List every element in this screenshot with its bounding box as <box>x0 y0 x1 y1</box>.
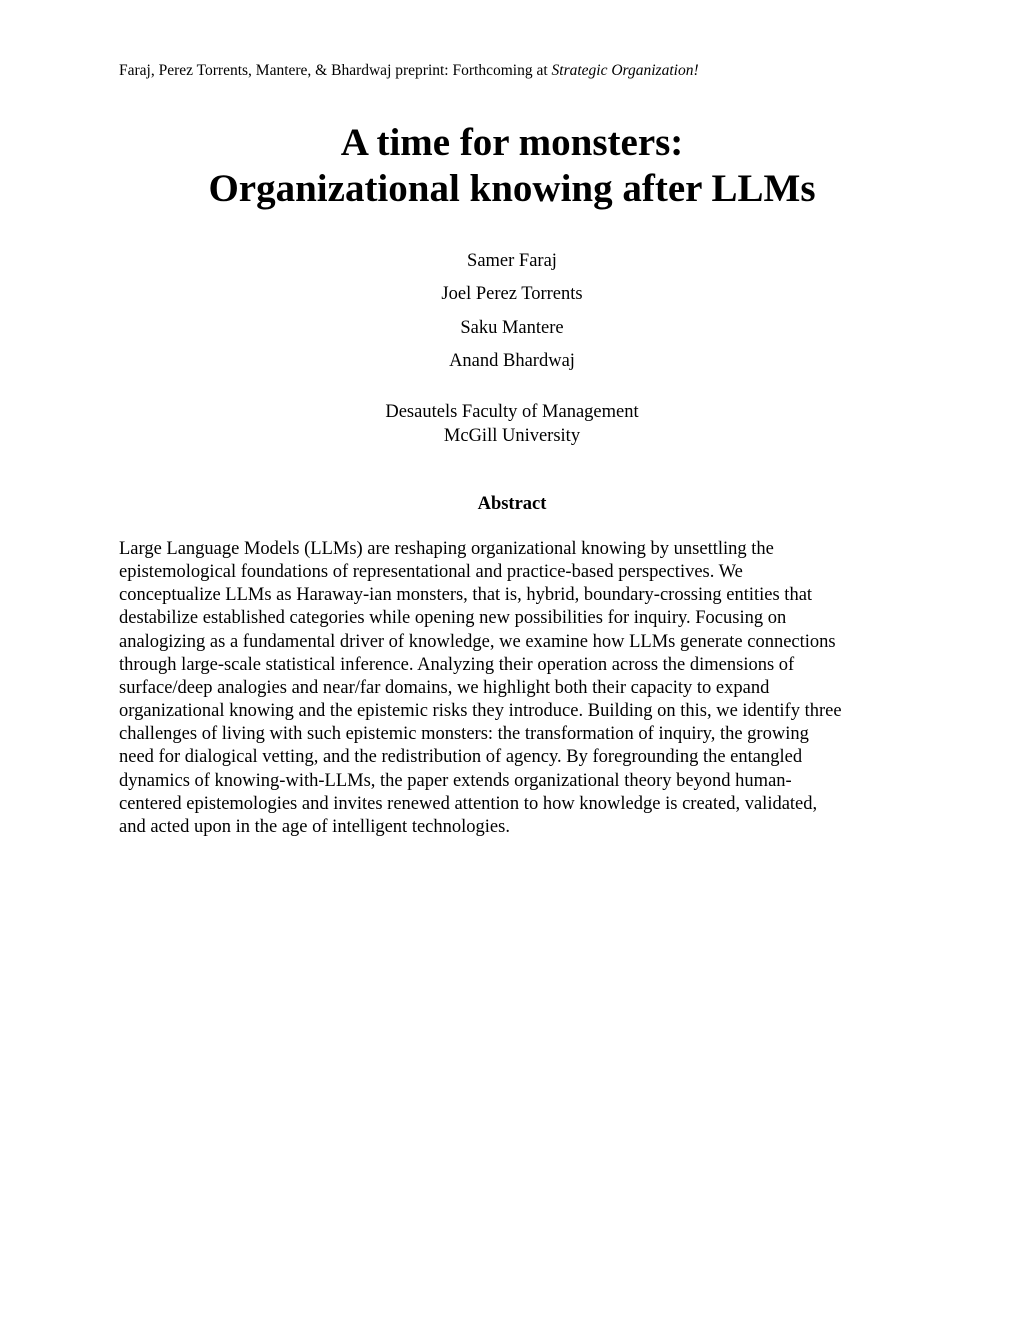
abstract-line: through large-scale statistical inference. Analyzing their operation across the dimensions of <box>119 654 795 675</box>
abstract-line: analogizing as a fundamental driver of knowledge, we examine how LLMs generate connections <box>119 631 836 652</box>
author-name: Anand Bhardwaj <box>449 350 575 371</box>
author-name: Joel Perez Torrents <box>441 284 583 305</box>
abstract-line: conceptualize LLMs as Haraway-ian monsters, that is, hybrid, boundary-crossing entities that <box>119 585 813 606</box>
title-line-1: A time for monsters: <box>340 121 684 164</box>
author-name: Samer Faraj <box>467 251 557 271</box>
author-name: Saku Mantere <box>460 317 564 338</box>
abstract-line: challenges of living with such epistemic monsters: the transformation of inquiry, the growing <box>119 724 809 745</box>
abstract-line: epistemological foundations of representational and practice-based perspectives. We <box>119 562 743 583</box>
abstract-line: dynamics of knowing-with-LLMs, the paper extends organizational theory beyond human- <box>119 770 792 791</box>
abstract-line: surface/deep analogies and near/far domains, we highlight both their capacity to expand <box>119 677 770 698</box>
abstract-line: and acted upon in the age of intelligent technologies. <box>119 816 510 837</box>
affiliation-faculty: Desautels Faculty of Management <box>385 402 639 422</box>
running-header <box>119 62 699 80</box>
abstract-line: need for dialogical vetting, and the redistribution of agency. By foregrounding the entangled <box>119 747 803 768</box>
running-header-authors: Faraj, Perez Torrents, Mantere, & Bhardwaj preprint: Forthcoming at <box>119 62 552 79</box>
abstract-heading: Abstract <box>477 494 547 514</box>
abstract-line: destabilize established categories while opening new possibilities for inquiry. Focusing on <box>119 608 787 629</box>
abstract-line: organizational knowing and the epistemic risks they introduce. Building on this, we identify three <box>119 701 842 722</box>
abstract-line: Large Language Models (LLMs) are reshaping organizational knowing by unsettling the <box>119 539 774 559</box>
title-line-2: Organizational knowing after LLMs <box>208 167 816 210</box>
abstract-line: centered epistemologies and invites renewed attention to how knowledge is created, validated, <box>119 793 818 814</box>
affiliation-university: McGill University <box>443 425 581 446</box>
running-header-venue: Strategic Organization! <box>551 62 699 79</box>
paper-title <box>0 120 1024 212</box>
author-list <box>0 245 1024 378</box>
affiliation <box>0 401 1024 448</box>
abstract-body <box>119 538 919 839</box>
